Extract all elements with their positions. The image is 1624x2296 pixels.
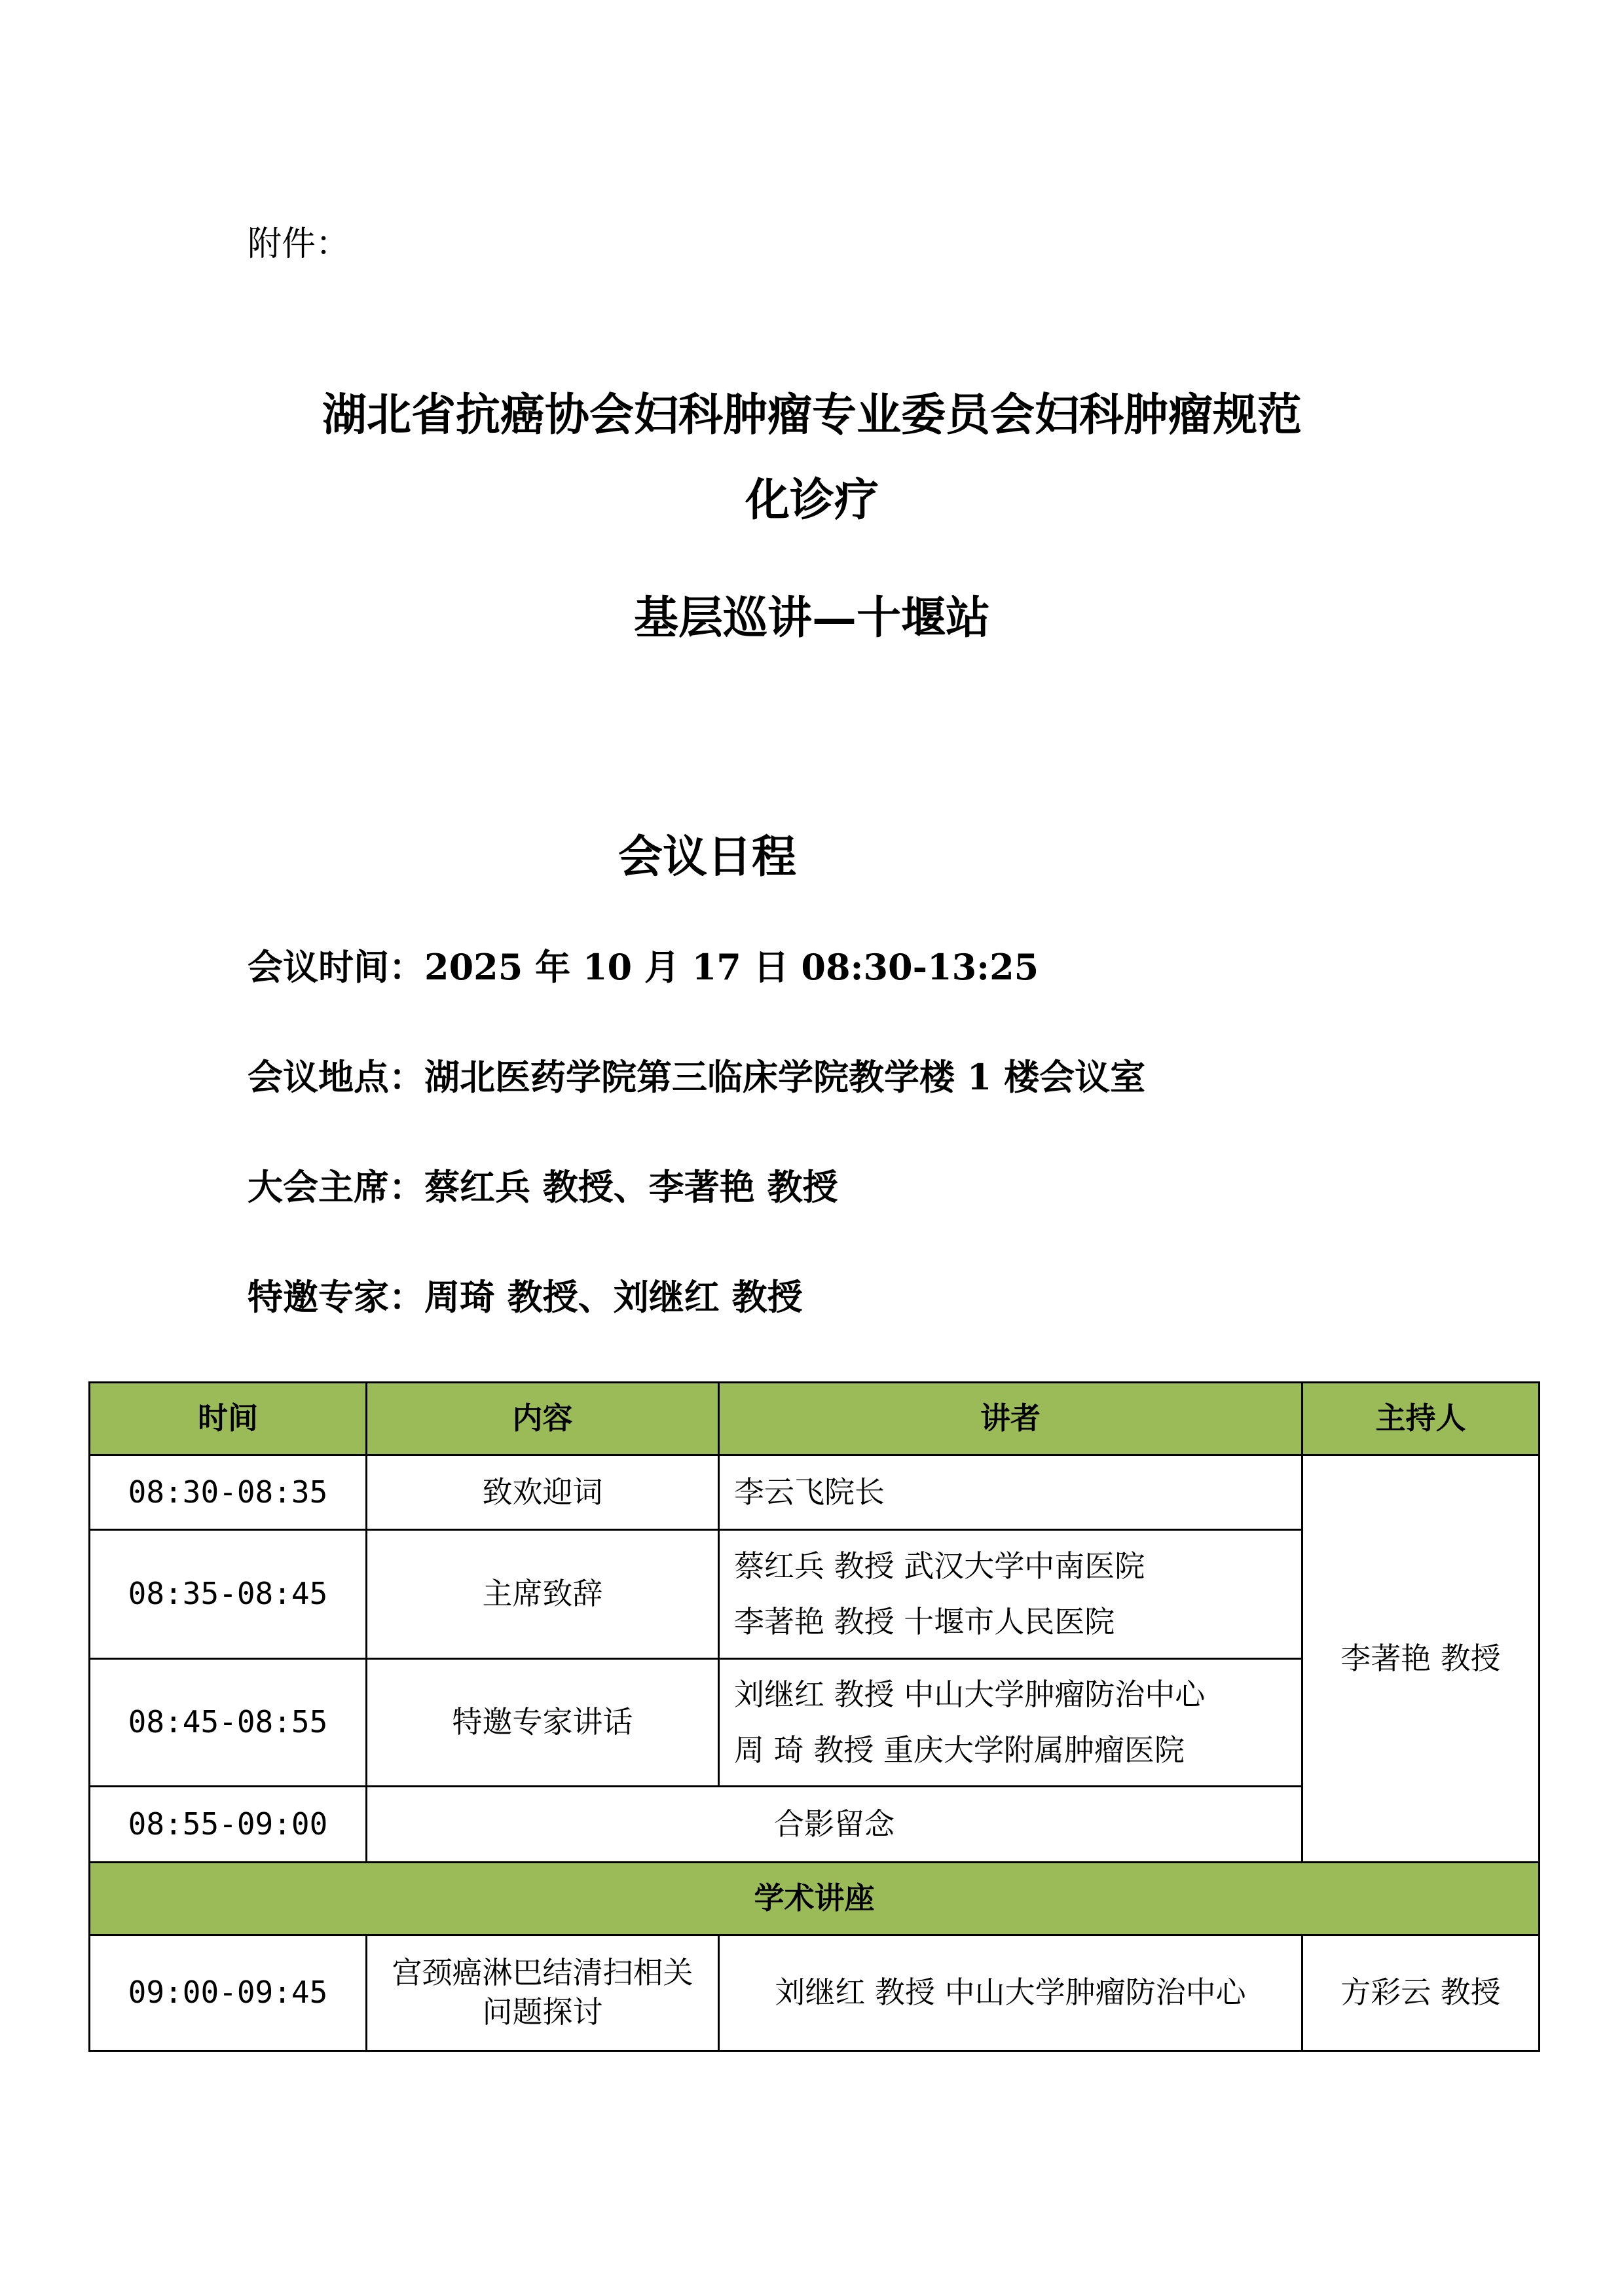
- document-subtitle: 基层巡讲—十堰站: [633, 592, 990, 644]
- speaker-line: 蔡红兵 教授 武汉大学中南医院: [734, 1548, 1145, 1584]
- header-time: 时间: [90, 1383, 367, 1455]
- row-speaker: 李云飞院长: [719, 1455, 1302, 1530]
- row-speaker: [719, 1530, 1302, 1659]
- document-title-line-2: 化诊疗: [745, 474, 879, 526]
- meeting-chair: 大会主席：蔡红兵 教授、李著艳 教授: [248, 1166, 838, 1208]
- speaker-line: 周 琦 教授 重庆大学附属肿瘤医院: [734, 1732, 1185, 1768]
- meeting-time: 会议时间：2025 年 10 月 17 日 08:30-13:25: [248, 946, 1039, 988]
- header-content: 内容: [367, 1383, 719, 1455]
- document-title-line-1: 湖北省抗癌协会妇科肿瘤专业委员会妇科肿瘤规范: [322, 389, 1302, 441]
- row-time: 08:35-08:45: [90, 1530, 367, 1659]
- content-line: 问题探讨: [482, 1994, 603, 2030]
- header-speaker: 讲者: [719, 1383, 1302, 1455]
- section-title: 学术讲座: [90, 1863, 1540, 1935]
- table-row: [90, 1935, 1540, 2051]
- section-row: [90, 1863, 1540, 1935]
- speaker-line: 刘继红 教授 中山大学肿瘤防治中心: [734, 1676, 1206, 1712]
- row-host: 李著艳 教授: [1302, 1455, 1540, 1863]
- row-speaker: 刘继红 教授 中山大学肿瘤防治中心: [719, 1935, 1302, 2051]
- header-host: 主持人: [1302, 1383, 1540, 1455]
- speaker-line: 李著艳 教授 十堰市人民医院: [734, 1604, 1115, 1639]
- table-header-row: [90, 1383, 1540, 1455]
- special-experts: 特邀专家：周琦 教授、刘继红 教授: [248, 1276, 803, 1318]
- content-line: 宫颈癌淋巴结清扫相关: [392, 1955, 693, 1991]
- row-content: [367, 1935, 719, 2051]
- row-speaker: [719, 1659, 1302, 1787]
- agenda-heading: 会议日程: [618, 831, 796, 883]
- row-content: 合影留念: [367, 1787, 1302, 1863]
- schedule-table: [88, 1381, 1540, 2052]
- row-content: 特邀专家讲话: [367, 1659, 719, 1787]
- table-row: [90, 1455, 1540, 1530]
- attachment-label: 附件：: [248, 225, 350, 264]
- row-time: 08:30-08:35: [90, 1455, 367, 1530]
- row-content: 致欢迎词: [367, 1455, 719, 1530]
- row-time: 09:00-09:45: [90, 1935, 367, 2051]
- row-time: 08:55-09:00: [90, 1787, 367, 1863]
- row-host: 方彩云 教授: [1302, 1935, 1540, 2051]
- row-time: 08:45-08:55: [90, 1659, 367, 1787]
- meeting-location: 会议地点：湖北医药学院第三临床学院教学楼 1 楼会议室: [248, 1056, 1146, 1098]
- row-content: 主席致辞: [367, 1530, 719, 1659]
